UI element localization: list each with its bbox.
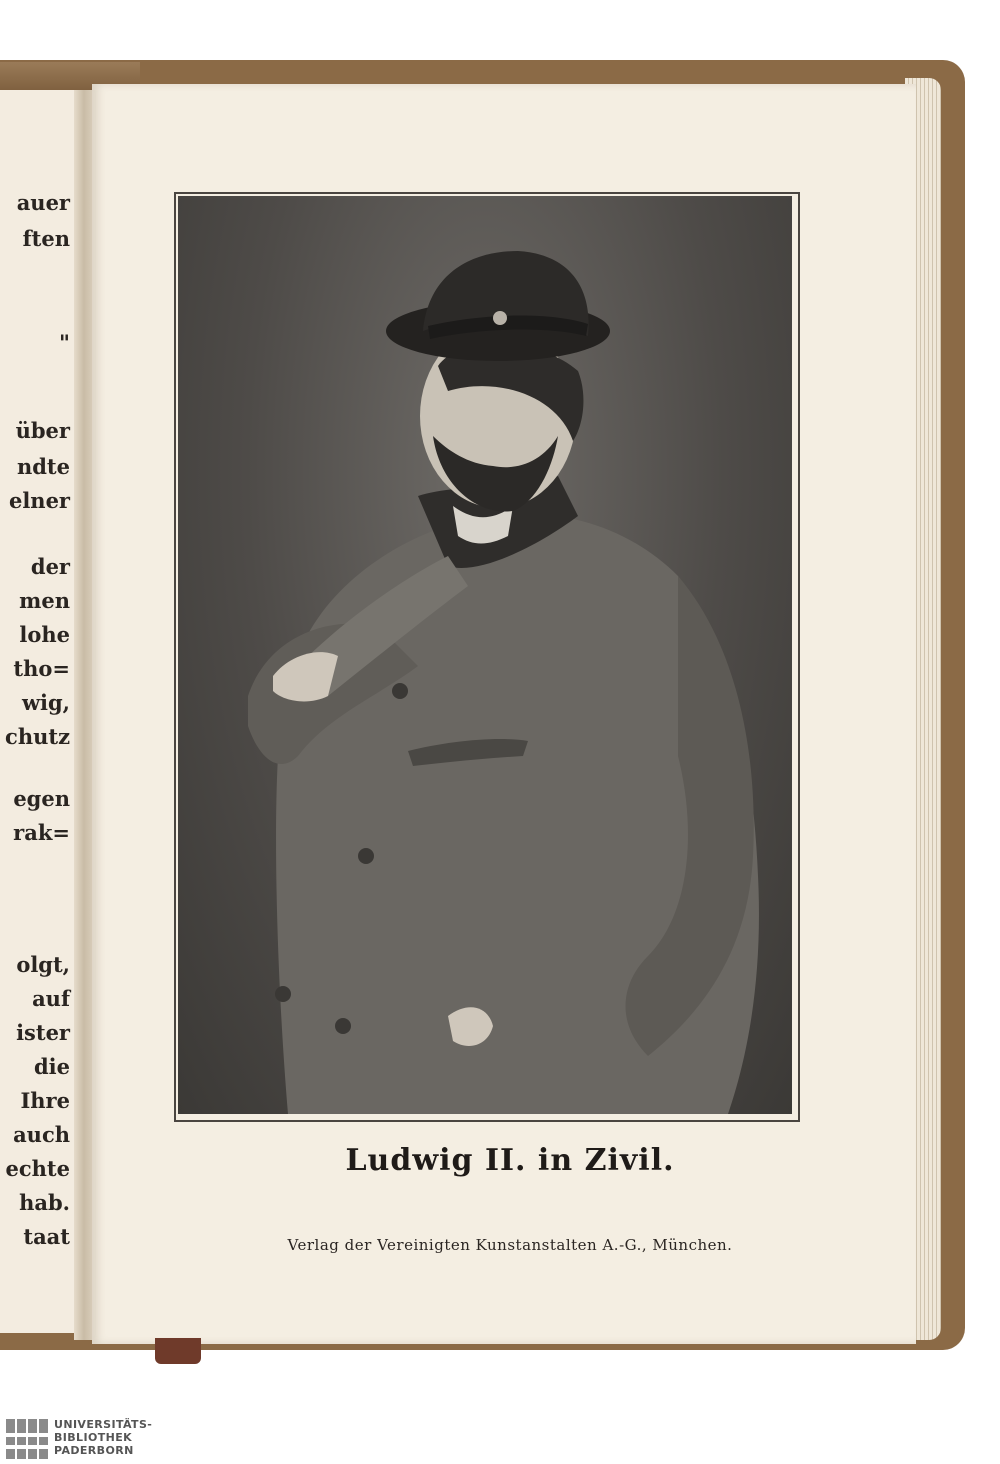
left-text-line: auf bbox=[32, 986, 70, 1011]
left-text-line: rak= bbox=[13, 820, 70, 845]
bookmark-ribbon bbox=[155, 1338, 201, 1364]
left-text-line: men bbox=[19, 588, 70, 613]
library-footer bbox=[0, 1415, 1000, 1464]
left-text-line: auch bbox=[13, 1122, 70, 1147]
left-text-line: ister bbox=[16, 1020, 70, 1045]
left-text-line: ften bbox=[22, 226, 70, 251]
publisher-credit: Verlag der Vereinigten Kunstanstalten A.-G., München. bbox=[287, 1236, 733, 1254]
left-text-line: chutz bbox=[5, 724, 70, 749]
left-text-line: der bbox=[30, 554, 70, 579]
library-name bbox=[54, 1418, 152, 1457]
left-text-line: lohe bbox=[19, 622, 70, 647]
library-logo-icon bbox=[6, 1419, 48, 1459]
library-name-line: UNIVERSITÄTS- bbox=[54, 1418, 153, 1431]
left-text-line: " bbox=[59, 330, 70, 355]
left-text-line: die bbox=[33, 1054, 70, 1079]
left-text-line: olgt, bbox=[16, 952, 70, 977]
library-name-line: PADERBORN bbox=[54, 1444, 134, 1457]
left-text-line: Ihre bbox=[20, 1088, 70, 1113]
left-text-line: über bbox=[15, 418, 70, 443]
portrait-figure bbox=[178, 196, 792, 1114]
left-text-line: wig, bbox=[21, 690, 70, 715]
library-name-line: BIBLIOTHEK bbox=[54, 1431, 133, 1444]
left-text-line: echte bbox=[5, 1156, 70, 1181]
left-text-line: ndte bbox=[16, 454, 70, 479]
left-text-line: tho= bbox=[13, 656, 70, 681]
plate-caption: Ludwig II. in Zivil. bbox=[345, 1143, 675, 1178]
portrait-photograph bbox=[178, 196, 792, 1114]
left-text-line: elner bbox=[8, 488, 70, 513]
left-text-line: hab. bbox=[19, 1190, 70, 1215]
left-text-line: auer bbox=[16, 190, 70, 215]
left-text-line: taat bbox=[23, 1224, 70, 1249]
left-text-line: egen bbox=[13, 786, 70, 811]
